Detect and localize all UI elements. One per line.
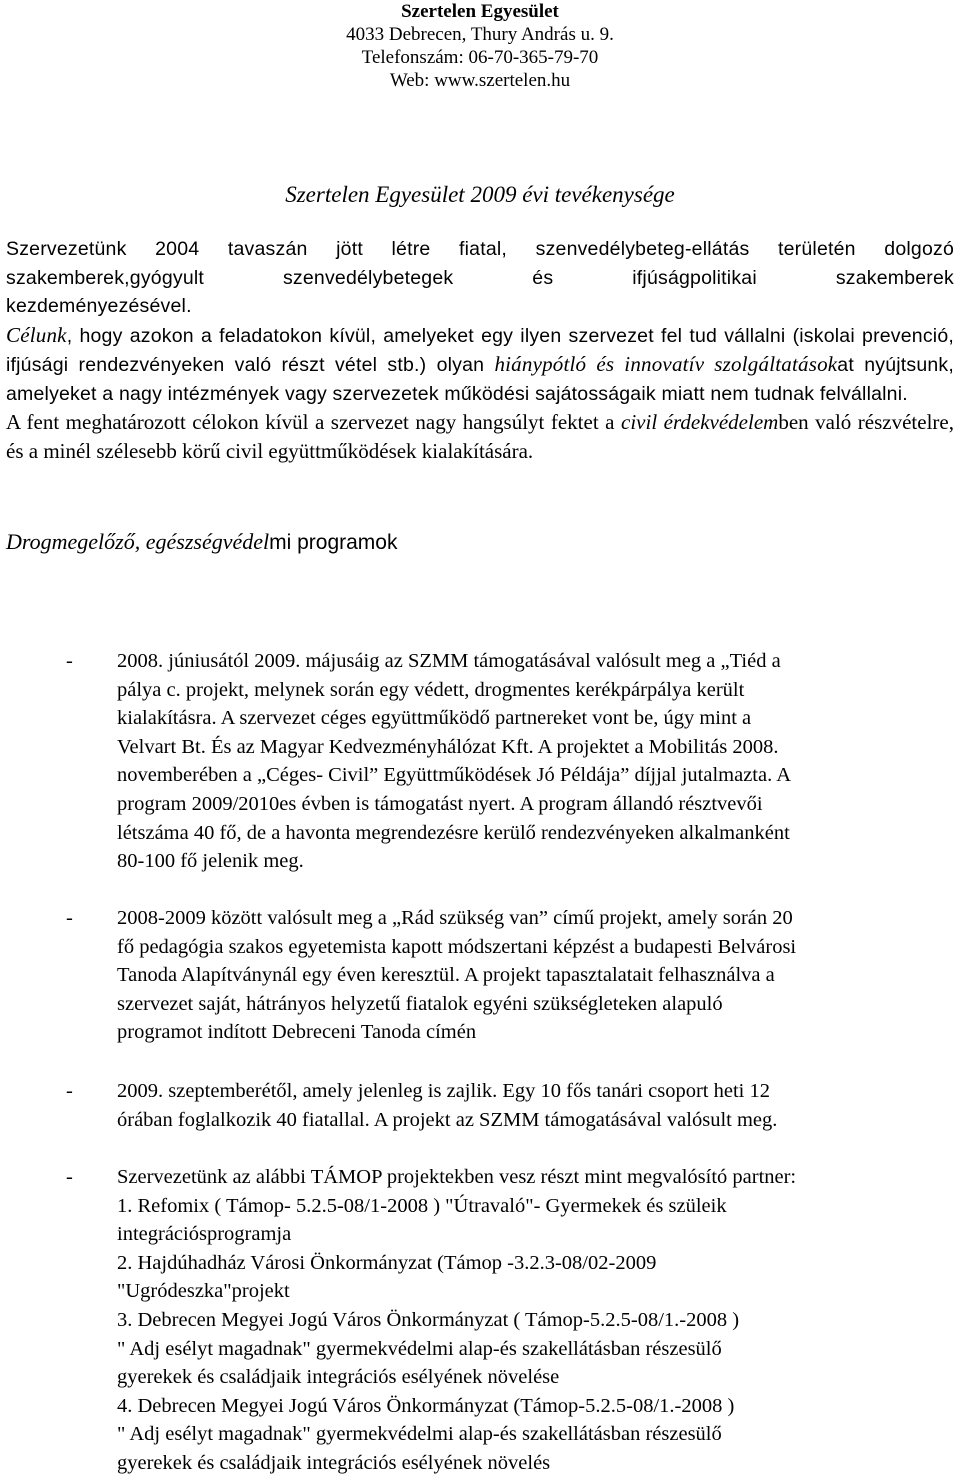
intro-line: szakemberek,gyógyult szenvedélybetegek és ifjúságpolitikai szakemberek — [6, 266, 954, 289]
item-line: program 2009/2010es évben is támogatást nyert. A program állandó résztvevői — [117, 792, 763, 815]
item-line: pálya c. projekt, melynek során egy védett, drogmentes kerékpárpálya került — [117, 678, 745, 701]
list-dash: - — [66, 650, 73, 672]
item-line: 4. Debrecen Megyei Jogú Város Önkormányzat (Támop-5.2.5-08/1.-2008 ) — [117, 1394, 735, 1417]
item-line: 1. Refomix ( Támop- 5.2.5-08/1-2008 ) "Útravaló"- Gyermekek és szüleik — [117, 1194, 727, 1217]
item-line: gyerekek és családjaik integrációs esélyének növelés — [117, 1451, 551, 1474]
item-line: 2008-2009 között valósult meg a „Rád szükség van” című projekt, amely során 20 — [117, 907, 793, 929]
org-address: 4033 Debrecen, Thury András u. 9. — [346, 24, 614, 45]
services-emphasis: hiánypótló és innovatív szolgáltatások — [494, 352, 838, 376]
advocacy-paragraph: A fent meghatározott célokon kívül a szervezet nagy hangsúlyt fektet a civil érdekvédelemben való részvételre, és a minél szélesebb körű civil együttműködések kialakítására. — [6, 410, 954, 463]
item-line: programot indított Debreceni Tanoda címén — [117, 1021, 477, 1044]
item-line: novemberében a „Céges- Civil” Együttműködések Jó Példája” díjjal jutalmazta. A — [117, 764, 792, 787]
letterhead — [0, 0, 960, 92]
list-dash: - — [66, 1080, 73, 1102]
item-line: " Adj esélyt magadnak" gyermekvédelmi alap-és szakellátásban részesülő — [117, 1423, 722, 1446]
intro-text — [6, 235, 954, 465]
item-line: fő pedagógia szakos egyetemista kapott módszertani képzést a budapesti Belvárosi — [117, 935, 797, 958]
item-line: Velvart Bt. És az Magyar Kedvezményhálózat Kft. A projektet a Mobilitás 2008. — [117, 735, 779, 758]
item-line: 2. Hajdúhadház Városi Önkormányzat (Támop -3.2.3-08/02-2009 — [117, 1251, 657, 1274]
item-line: kialakításra. A szervezet céges együttműködő partnereket vont be, úgy mint a — [117, 707, 752, 730]
item-line: 2008. júniusától 2009. májusáig az SZMM támogatásával valósult meg a „Tiéd a — [117, 650, 781, 672]
intro-line: kezdeményezésével. — [6, 295, 192, 317]
list-dash: - — [66, 907, 73, 929]
item-line: 2009. szeptemberétől, amely jelenleg is zajlik. Egy 10 fős tanári csoport heti 12 — [117, 1080, 770, 1102]
goal-emphasis: Célunk — [6, 322, 67, 347]
item-line: Tanoda Alapítványnál egy éven keresztül. A projekt tapasztalatait felhasználva a — [117, 964, 775, 987]
item-line: integrációsprogramja — [117, 1223, 292, 1246]
org-web: Web: www.szertelen.hu — [389, 70, 571, 91]
advocacy-emphasis: civil érdekvédelem — [621, 410, 779, 434]
item-line: Szervezetünk az alábbi TÁMOP projektekben vesz részt mint megvalósító partner: — [117, 1166, 797, 1188]
item-line: órában foglalkozik 40 fiatallal. A projekt az SZMM támogatásával valósult meg. — [117, 1108, 778, 1131]
item-line: " Adj esélyt magadnak" gyermekvédelmi alap-és szakellátásban részesülő — [117, 1337, 722, 1360]
goal-paragraph: Célunk, hogy azokon a feladatokon kívül, amelyeket egy ilyen szervezet fel tud vállalni (iskolai prevenció, ifjúsági rendezvényeken való részt vétel stb.) olyan hiánypótló és innovatív szolgáltatásokat nyújtsunk, amelyeket a nagy intézmények vagy szervezetek működési sajátosságaik miatt nem tudnak felvállalni. — [6, 322, 954, 405]
intro-line: Szervezetünk 2004 tavaszán jött létre fiatal, szenvedélybeteg-ellátás területén dolgozó — [6, 238, 954, 260]
list-dash: - — [66, 1166, 73, 1188]
org-name: Szertelen Egyesület — [401, 1, 559, 22]
section-heading: Drogmegelőző, egészségvédelmi programok — [6, 529, 398, 554]
document-title: Szertelen Egyesület 2009 évi tevékenysége — [285, 182, 675, 207]
item-line: 80-100 fő jelenik meg. — [117, 850, 304, 873]
item-line: gyerekek és családjaik integrációs esélyének növelése — [117, 1366, 560, 1389]
item-line: létszáma 40 fő, de a havonta megrendezésre kerülő rendezvényeken alkalmanként — [117, 821, 790, 844]
org-phone: Telefonszám: 06-70-365-79-70 — [361, 47, 599, 68]
item-line: szervezet saját, hátrányos helyzetű fiatalok egyéni szükségleteken alapuló — [117, 992, 723, 1015]
item-line: "Ugródeszka"projekt — [117, 1280, 290, 1303]
item-line: 3. Debrecen Megyei Jogú Város Önkormányzat ( Támop-5.2.5-08/1.-2008 ) — [117, 1308, 740, 1331]
